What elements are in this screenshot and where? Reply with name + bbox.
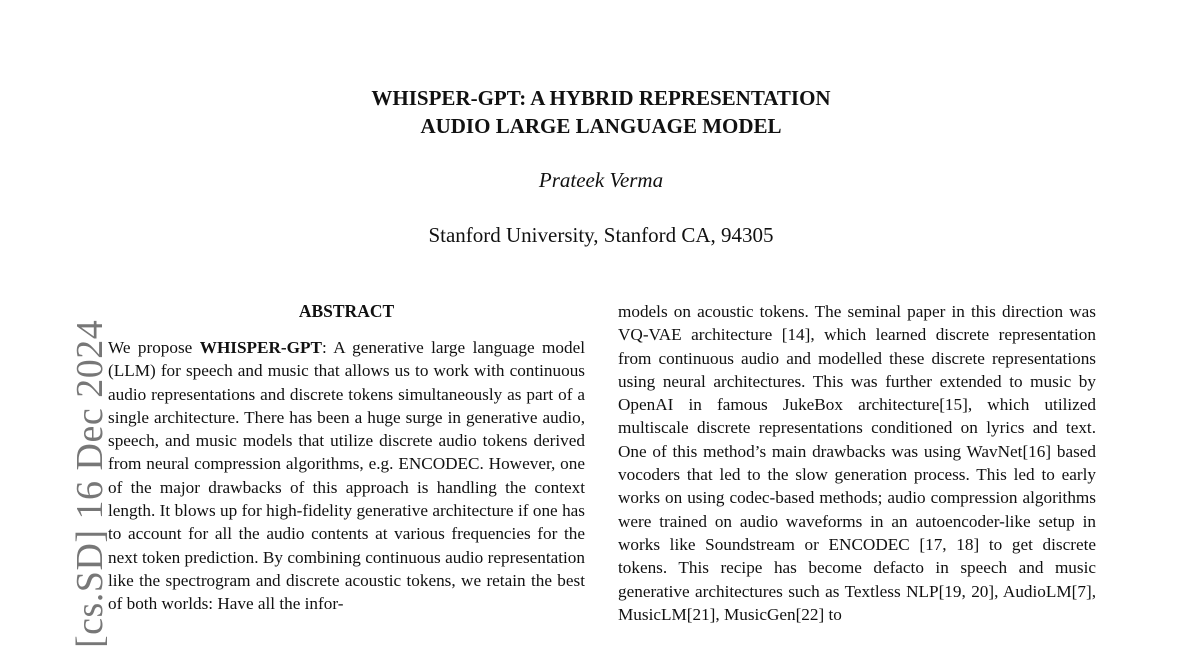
- abstract-heading: ABSTRACT: [298, 301, 395, 321]
- left-column: [108, 300, 585, 616]
- author-affiliation: Stanford University, Stanford CA, 94305: [428, 223, 774, 247]
- model-name: WHISPER-GPT: [199, 338, 322, 357]
- arxiv-stamp-text: [cs.SD] 16 Dec 2024: [69, 319, 111, 648]
- arxiv-stamp: [28, 300, 111, 648]
- abstract-body: : A generative large language model (LLM) for speech and music that allows us to work with continuous audio representations and discrete tokens simultaneously as part of a single architecture. There has been a huge surge in generative audio, speech, and music models that utilize discrete audio tokens derived from neural compression algorithms, e.g. ENCODEC. However, one of the major drawbacks of this approach is handling the context length. It blows up for high-fidelity generative architecture if one has to account for all the audio contents at various frequencies for the next token prediction. By combining continuous audio representation like the spectrogram and discrete acoustic tokens, we retain the best of both worlds: Have all the infor-: [108, 338, 585, 614]
- right-column-paragraph: models on acoustic tokens. The seminal paper in this direction was VQ-VAE architecture [14], which learned discrete representation from continuous audio and modelled these discrete representations using neural architectures. This was further extended to music by OpenAI in famous JukeBox architecture[15], which utilized multiscale discrete representations conditioned on lyrics and text. One of this method’s main drawbacks was using WavNet[16] based vocoders that led to the slow generation process. This led to early works on using codec-based methods; audio compression algorithms were trained on audio waveforms in an autoencoder-like setup in works like Soundstream or ENCODEC [17, 18] to get discrete tokens. This recipe has become defacto in speech and music generative architectures such as Textless NLP[19, 20], AudioLM[7], MusicLM[21], MusicGen[22] to: [618, 302, 1096, 624]
- right-column: [618, 300, 1096, 626]
- abstract-paragraph: [108, 336, 585, 616]
- title-line-2: AUDIO LARGE LANGUAGE MODEL: [420, 114, 782, 138]
- title-line-1: WHISPER-GPT: A HYBRID REPRESENTATION: [371, 86, 831, 110]
- author-name: Prateek Verma: [538, 168, 664, 192]
- paper-title: [0, 84, 1202, 140]
- abstract-intro: We propose: [108, 338, 200, 357]
